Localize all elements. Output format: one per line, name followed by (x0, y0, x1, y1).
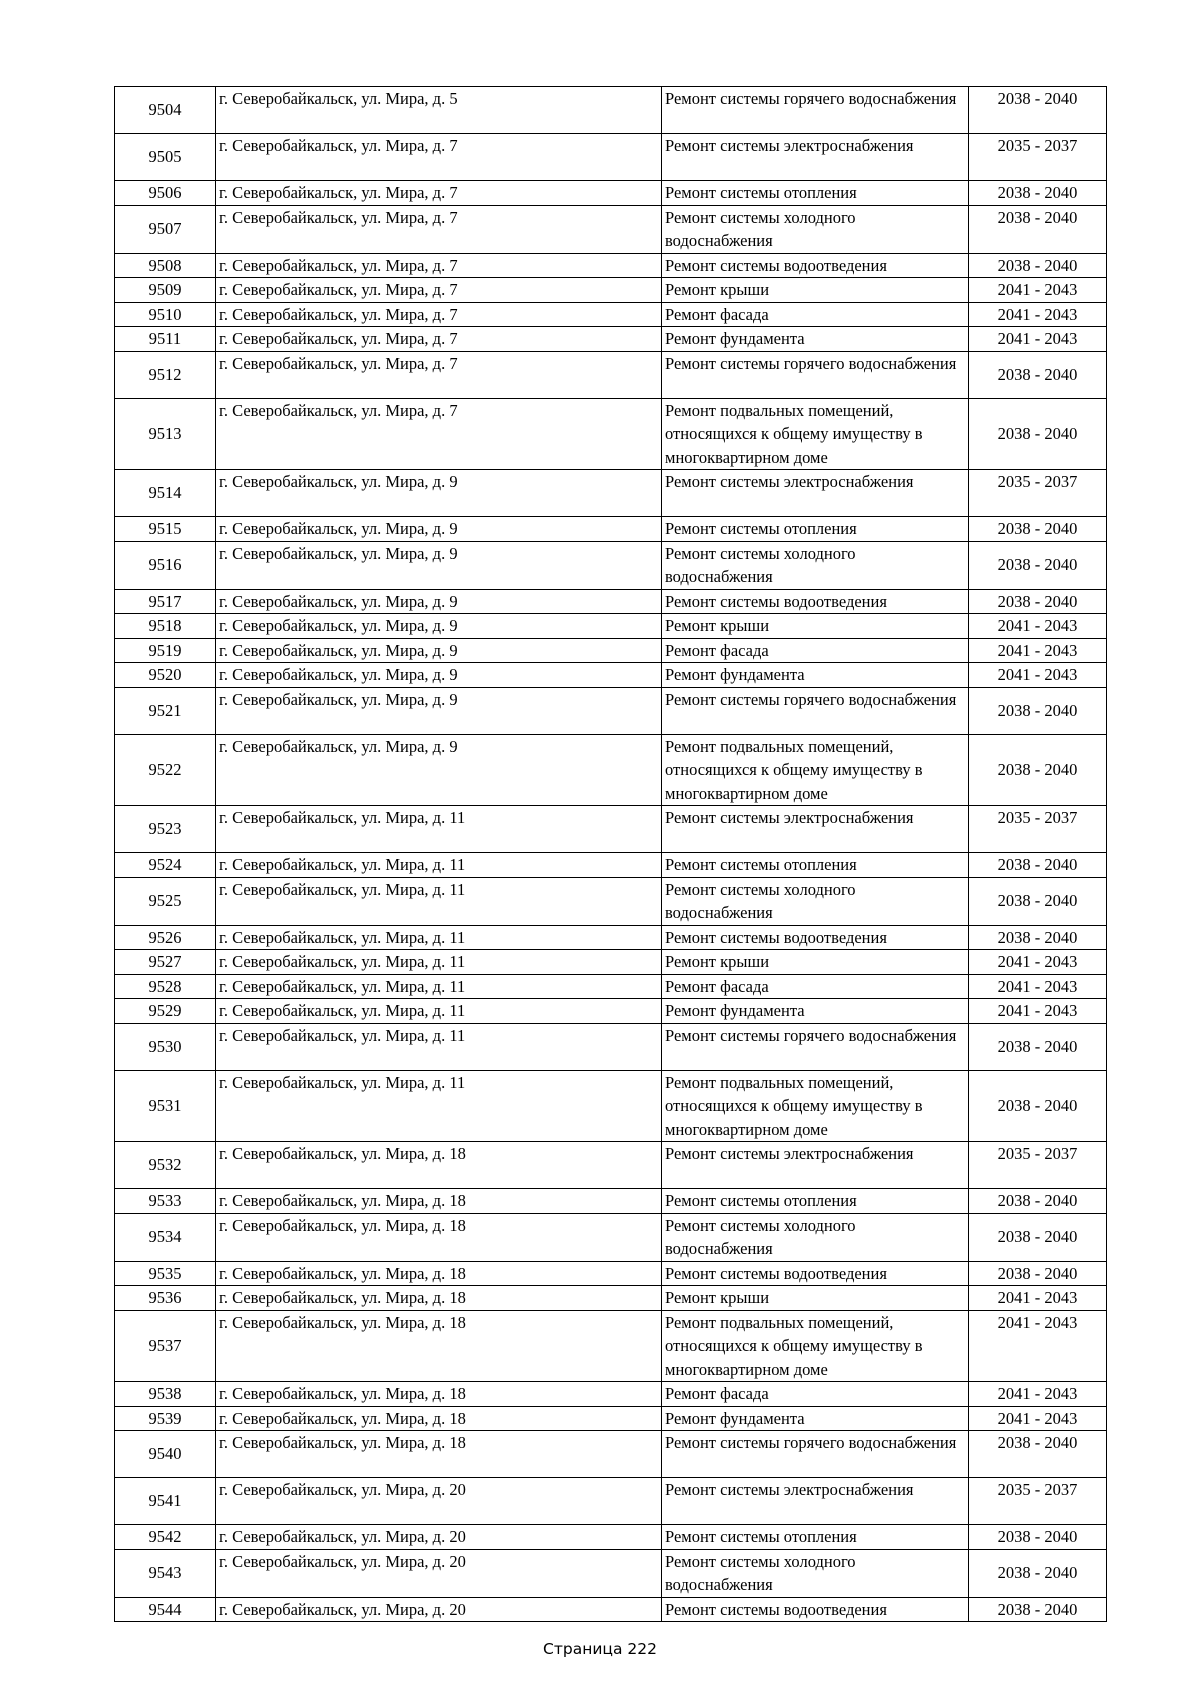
row-years: 2038 - 2040 (969, 734, 1107, 806)
row-address: г. Северобайкальск, ул. Мира, д. 7 (216, 134, 662, 181)
row-address: г. Северобайкальск, ул. Мира, д. 11 (216, 974, 662, 999)
row-number: 9531 (115, 1070, 216, 1142)
row-work-type: Ремонт системы электроснабжения (662, 1478, 969, 1525)
row-number: 9504 (115, 87, 216, 134)
row-work-type: Ремонт системы отопления (662, 1525, 969, 1550)
row-number: 9526 (115, 925, 216, 950)
row-address: г. Северобайкальск, ул. Мира, д. 18 (216, 1189, 662, 1214)
row-address: г. Северобайкальск, ул. Мира, д. 20 (216, 1549, 662, 1597)
row-work-type: Ремонт фундамента (662, 663, 969, 688)
row-years: 2038 - 2040 (969, 1070, 1107, 1142)
page-number: Страница 222 (543, 1640, 657, 1658)
row-number: 9530 (115, 1023, 216, 1070)
table-row (115, 974, 1107, 999)
row-number: 9516 (115, 541, 216, 589)
row-address: г. Северобайкальск, ул. Мира, д. 9 (216, 663, 662, 688)
row-number: 9524 (115, 853, 216, 878)
row-work-type: Ремонт системы электроснабжения (662, 470, 969, 517)
row-work-type: Ремонт системы горячего водоснабжения (662, 687, 969, 734)
table-row (115, 589, 1107, 614)
row-address: г. Северобайкальск, ул. Мира, д. 7 (216, 327, 662, 352)
row-years: 2038 - 2040 (969, 925, 1107, 950)
row-address: г. Северобайкальск, ул. Мира, д. 18 (216, 1431, 662, 1478)
row-years: 2041 - 2043 (969, 614, 1107, 639)
row-years: 2041 - 2043 (969, 302, 1107, 327)
row-work-type: Ремонт подвальных помещений, относящихся к общему имуществу в многоквартирном доме (662, 1310, 969, 1382)
row-number: 9523 (115, 806, 216, 853)
table-row (115, 1478, 1107, 1525)
row-address: г. Северобайкальск, ул. Мира, д. 18 (216, 1213, 662, 1261)
table-row (115, 1310, 1107, 1382)
row-number: 9527 (115, 950, 216, 975)
table-row (115, 1525, 1107, 1550)
row-years: 2038 - 2040 (969, 1189, 1107, 1214)
table-row (115, 253, 1107, 278)
table-row (115, 1549, 1107, 1597)
table-row (115, 398, 1107, 470)
row-address: г. Северобайкальск, ул. Мира, д. 9 (216, 614, 662, 639)
table-row (115, 950, 1107, 975)
row-years: 2041 - 2043 (969, 999, 1107, 1024)
row-years: 2038 - 2040 (969, 205, 1107, 253)
row-number: 9513 (115, 398, 216, 470)
table-row (115, 663, 1107, 688)
row-address: г. Северобайкальск, ул. Мира, д. 20 (216, 1597, 662, 1622)
row-years: 2041 - 2043 (969, 1406, 1107, 1431)
row-address: г. Северобайкальск, ул. Мира, д. 18 (216, 1142, 662, 1189)
table-row (115, 806, 1107, 853)
row-number: 9529 (115, 999, 216, 1024)
row-number: 9539 (115, 1406, 216, 1431)
row-years: 2035 - 2037 (969, 1142, 1107, 1189)
row-address: г. Северобайкальск, ул. Мира, д. 11 (216, 950, 662, 975)
row-work-type: Ремонт системы холодного водоснабжения (662, 1549, 969, 1597)
row-years: 2041 - 2043 (969, 278, 1107, 303)
table-row (115, 1142, 1107, 1189)
row-address: г. Северобайкальск, ул. Мира, д. 11 (216, 999, 662, 1024)
row-work-type: Ремонт системы электроснабжения (662, 134, 969, 181)
row-years: 2038 - 2040 (969, 1213, 1107, 1261)
repair-schedule-table (114, 86, 1107, 1622)
row-number: 9508 (115, 253, 216, 278)
row-number: 9514 (115, 470, 216, 517)
row-years: 2041 - 2043 (969, 1286, 1107, 1311)
row-address: г. Северобайкальск, ул. Мира, д. 7 (216, 278, 662, 303)
row-work-type: Ремонт подвальных помещений, относящихся к общему имуществу в многоквартирном доме (662, 398, 969, 470)
table-row (115, 205, 1107, 253)
row-years: 2038 - 2040 (969, 1261, 1107, 1286)
row-years: 2038 - 2040 (969, 1431, 1107, 1478)
row-work-type: Ремонт системы электроснабжения (662, 806, 969, 853)
row-work-type: Ремонт системы горячего водоснабжения (662, 1023, 969, 1070)
row-address: г. Северобайкальск, ул. Мира, д. 18 (216, 1310, 662, 1382)
table-row (115, 687, 1107, 734)
row-address: г. Северобайкальск, ул. Мира, д. 18 (216, 1286, 662, 1311)
row-work-type: Ремонт фундамента (662, 1406, 969, 1431)
row-address: г. Северобайкальск, ул. Мира, д. 7 (216, 302, 662, 327)
row-work-type: Ремонт системы водоотведения (662, 253, 969, 278)
row-address: г. Северобайкальск, ул. Мира, д. 11 (216, 1070, 662, 1142)
row-number: 9522 (115, 734, 216, 806)
row-years: 2041 - 2043 (969, 638, 1107, 663)
row-number: 9518 (115, 614, 216, 639)
table-row (115, 470, 1107, 517)
row-years: 2041 - 2043 (969, 1382, 1107, 1407)
row-work-type: Ремонт системы горячего водоснабжения (662, 351, 969, 398)
row-work-type: Ремонт системы горячего водоснабжения (662, 1431, 969, 1478)
row-years: 2038 - 2040 (969, 253, 1107, 278)
row-work-type: Ремонт системы водоотведения (662, 589, 969, 614)
row-years: 2038 - 2040 (969, 687, 1107, 734)
row-address: г. Северобайкальск, ул. Мира, д. 20 (216, 1478, 662, 1525)
row-number: 9528 (115, 974, 216, 999)
table-row (115, 327, 1107, 352)
row-number: 9544 (115, 1597, 216, 1622)
row-work-type: Ремонт системы отопления (662, 181, 969, 206)
row-number: 9510 (115, 302, 216, 327)
row-address: г. Северобайкальск, ул. Мира, д. 9 (216, 470, 662, 517)
row-work-type: Ремонт системы водоотведения (662, 1597, 969, 1622)
row-number: 9542 (115, 1525, 216, 1550)
row-years: 2041 - 2043 (969, 1310, 1107, 1382)
row-number: 9507 (115, 205, 216, 253)
table-row (115, 877, 1107, 925)
row-number: 9520 (115, 663, 216, 688)
row-work-type: Ремонт крыши (662, 614, 969, 639)
row-address: г. Северобайкальск, ул. Мира, д. 11 (216, 877, 662, 925)
row-years: 2041 - 2043 (969, 663, 1107, 688)
row-address: г. Северобайкальск, ул. Мира, д. 18 (216, 1382, 662, 1407)
row-work-type: Ремонт фасада (662, 1382, 969, 1407)
row-number: 9525 (115, 877, 216, 925)
table-row (115, 278, 1107, 303)
table-row (115, 925, 1107, 950)
row-work-type: Ремонт подвальных помещений, относящихся к общему имуществу в многоквартирном доме (662, 1070, 969, 1142)
row-years: 2038 - 2040 (969, 87, 1107, 134)
row-work-type: Ремонт системы холодного водоснабжения (662, 205, 969, 253)
row-number: 9506 (115, 181, 216, 206)
table-row (115, 87, 1107, 134)
row-address: г. Северобайкальск, ул. Мира, д. 7 (216, 205, 662, 253)
table-row (115, 1070, 1107, 1142)
table-row (115, 999, 1107, 1024)
row-number: 9512 (115, 351, 216, 398)
table-row (115, 541, 1107, 589)
row-number: 9521 (115, 687, 216, 734)
row-address: г. Северобайкальск, ул. Мира, д. 9 (216, 541, 662, 589)
row-number: 9515 (115, 517, 216, 542)
row-work-type: Ремонт подвальных помещений, относящихся к общему имуществу в многоквартирном доме (662, 734, 969, 806)
row-work-type: Ремонт крыши (662, 278, 969, 303)
table-row (115, 517, 1107, 542)
row-years: 2038 - 2040 (969, 181, 1107, 206)
row-number: 9538 (115, 1382, 216, 1407)
row-years: 2035 - 2037 (969, 1478, 1107, 1525)
row-years: 2041 - 2043 (969, 950, 1107, 975)
row-years: 2035 - 2037 (969, 134, 1107, 181)
row-address: г. Северобайкальск, ул. Мира, д. 20 (216, 1525, 662, 1550)
row-address: г. Северобайкальск, ул. Мира, д. 7 (216, 181, 662, 206)
row-number: 9540 (115, 1431, 216, 1478)
row-work-type: Ремонт системы электроснабжения (662, 1142, 969, 1189)
row-work-type: Ремонт фундамента (662, 999, 969, 1024)
row-work-type: Ремонт системы водоотведения (662, 1261, 969, 1286)
table-row (115, 1431, 1107, 1478)
table-row (115, 734, 1107, 806)
table-row (115, 614, 1107, 639)
row-address: г. Северобайкальск, ул. Мира, д. 7 (216, 351, 662, 398)
row-years: 2038 - 2040 (969, 877, 1107, 925)
row-number: 9533 (115, 1189, 216, 1214)
row-work-type: Ремонт системы отопления (662, 517, 969, 542)
row-number: 9517 (115, 589, 216, 614)
row-years: 2038 - 2040 (969, 517, 1107, 542)
row-work-type: Ремонт системы холодного водоснабжения (662, 877, 969, 925)
row-work-type: Ремонт фасада (662, 302, 969, 327)
table-row (115, 134, 1107, 181)
row-years: 2035 - 2037 (969, 470, 1107, 517)
row-address: г. Северобайкальск, ул. Мира, д. 9 (216, 589, 662, 614)
row-work-type: Ремонт системы водоотведения (662, 925, 969, 950)
row-work-type: Ремонт фасада (662, 638, 969, 663)
row-number: 9534 (115, 1213, 216, 1261)
row-number: 9532 (115, 1142, 216, 1189)
table-row (115, 351, 1107, 398)
row-work-type: Ремонт системы холодного водоснабжения (662, 1213, 969, 1261)
row-years: 2038 - 2040 (969, 853, 1107, 878)
row-address: г. Северобайкальск, ул. Мира, д. 11 (216, 806, 662, 853)
row-years: 2038 - 2040 (969, 1525, 1107, 1550)
table-row (115, 853, 1107, 878)
row-years: 2038 - 2040 (969, 589, 1107, 614)
table-row (115, 1023, 1107, 1070)
row-number: 9535 (115, 1261, 216, 1286)
table-row (115, 1189, 1107, 1214)
row-work-type: Ремонт крыши (662, 950, 969, 975)
table-row (115, 1382, 1107, 1407)
table-row (115, 1213, 1107, 1261)
row-years: 2041 - 2043 (969, 974, 1107, 999)
row-number: 9536 (115, 1286, 216, 1311)
row-address: г. Северобайкальск, ул. Мира, д. 7 (216, 398, 662, 470)
row-years: 2038 - 2040 (969, 351, 1107, 398)
row-address: г. Северобайкальск, ул. Мира, д. 9 (216, 734, 662, 806)
row-address: г. Северобайкальск, ул. Мира, д. 11 (216, 1023, 662, 1070)
table-body (115, 87, 1107, 1622)
row-years: 2038 - 2040 (969, 1549, 1107, 1597)
row-address: г. Северобайкальск, ул. Мира, д. 9 (216, 687, 662, 734)
row-number: 9541 (115, 1478, 216, 1525)
row-years: 2035 - 2037 (969, 806, 1107, 853)
row-work-type: Ремонт системы холодного водоснабжения (662, 541, 969, 589)
row-number: 9511 (115, 327, 216, 352)
row-address: г. Северобайкальск, ул. Мира, д. 11 (216, 853, 662, 878)
table-row (115, 638, 1107, 663)
row-address: г. Северобайкальск, ул. Мира, д. 18 (216, 1406, 662, 1431)
row-number: 9505 (115, 134, 216, 181)
table-row (115, 181, 1107, 206)
row-number: 9509 (115, 278, 216, 303)
row-work-type: Ремонт фасада (662, 974, 969, 999)
row-years: 2041 - 2043 (969, 327, 1107, 352)
row-years: 2038 - 2040 (969, 1597, 1107, 1622)
row-work-type: Ремонт системы отопления (662, 1189, 969, 1214)
row-address: г. Северобайкальск, ул. Мира, д. 5 (216, 87, 662, 134)
row-work-type: Ремонт системы горячего водоснабжения (662, 87, 969, 134)
row-number: 9537 (115, 1310, 216, 1382)
row-years: 2038 - 2040 (969, 1023, 1107, 1070)
table-row (115, 1597, 1107, 1622)
row-work-type: Ремонт крыши (662, 1286, 969, 1311)
row-years: 2038 - 2040 (969, 541, 1107, 589)
row-address: г. Северобайкальск, ул. Мира, д. 9 (216, 517, 662, 542)
row-work-type: Ремонт системы отопления (662, 853, 969, 878)
row-address: г. Северобайкальск, ул. Мира, д. 7 (216, 253, 662, 278)
table-row (115, 1286, 1107, 1311)
row-address: г. Северобайкальск, ул. Мира, д. 11 (216, 925, 662, 950)
table-row (115, 302, 1107, 327)
row-address: г. Северобайкальск, ул. Мира, д. 18 (216, 1261, 662, 1286)
row-address: г. Северобайкальск, ул. Мира, д. 9 (216, 638, 662, 663)
table-row (115, 1406, 1107, 1431)
row-work-type: Ремонт фундамента (662, 327, 969, 352)
table-row (115, 1261, 1107, 1286)
row-number: 9543 (115, 1549, 216, 1597)
row-number: 9519 (115, 638, 216, 663)
row-years: 2038 - 2040 (969, 398, 1107, 470)
